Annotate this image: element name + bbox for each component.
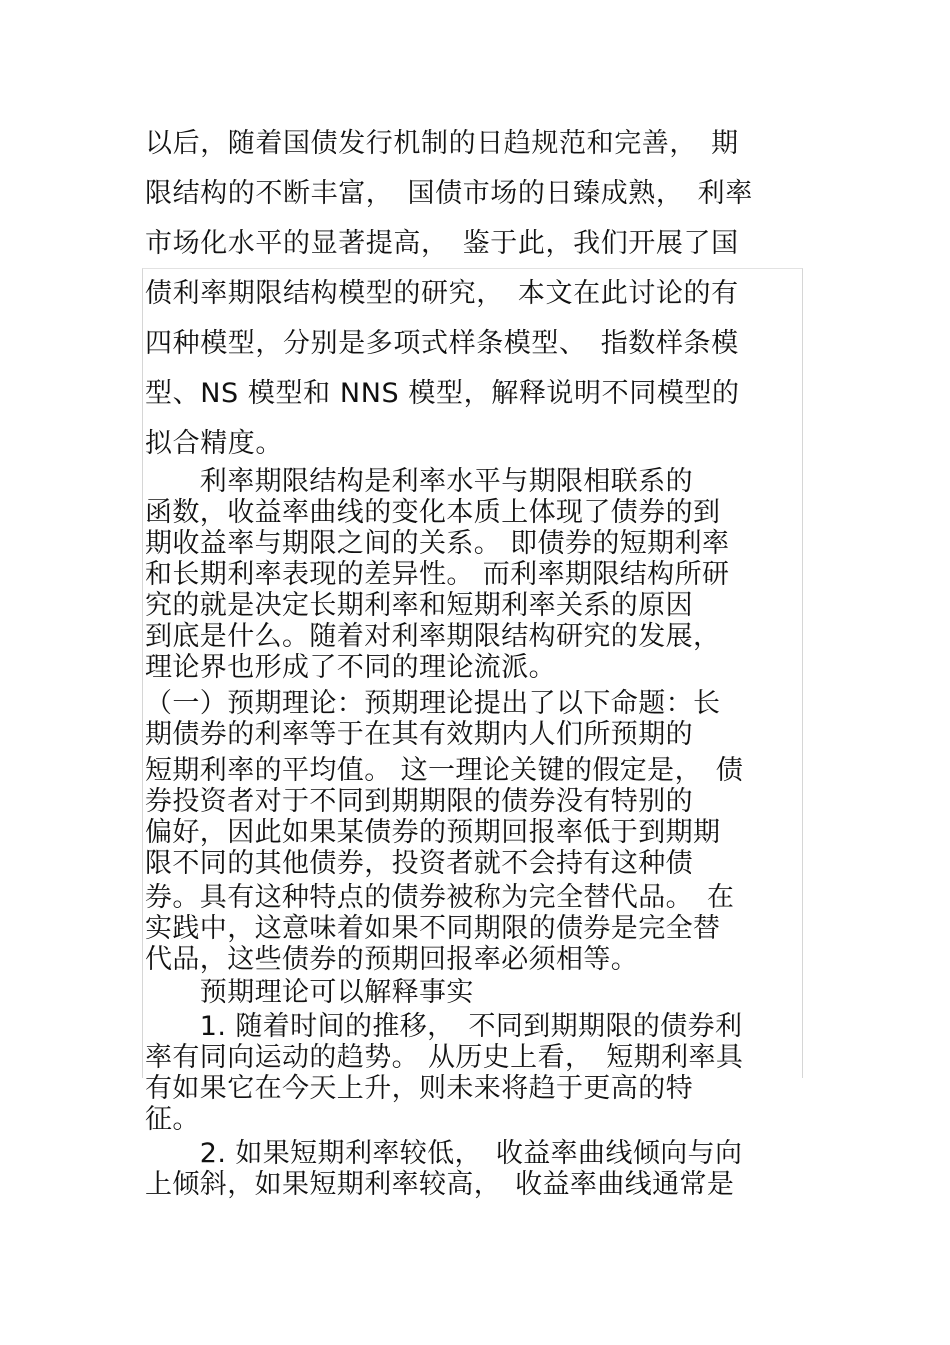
text-line: 期债券的利率等于在其有效期内人们所预期的 (145, 719, 693, 750)
text-line: 征。 (145, 1104, 200, 1135)
text-line: 究的就是决定长期利率和短期利率关系的原因 (145, 590, 693, 621)
text-line: 率有同向运动的趋势。 从历史上看， 短期利率具 (145, 1042, 744, 1073)
text-line: 券投资者对于不同到期期限的债券没有特别的 (145, 786, 693, 817)
text-line: 理论界也形成了不同的理论流派。 (145, 652, 556, 683)
text-line: 市场化水平的显著提高， 鉴于此，我们开展了国 (145, 228, 739, 259)
text-line: 2. 如果短期利率较低， 收益率曲线倾向与向 (145, 1138, 743, 1169)
text-line: 券。具有这种特点的债券被称为完全替代品。 在 (145, 882, 735, 913)
text-line: 函数，收益率曲线的变化本质上体现了债券的到 (145, 497, 721, 528)
text-line: 限不同的其他债券，投资者就不会持有这种债 (145, 848, 693, 879)
text-line: 偏好，因此如果某债券的预期回报率低于到期期 (145, 817, 721, 848)
text-line: 到底是什么。随着对利率期限结构研究的发展， (145, 621, 721, 652)
text-line: 代品，这些债券的预期回报率必须相等。 (145, 944, 639, 975)
text-line: 期收益率与期限之间的关系。 即债券的短期利率 (145, 528, 730, 559)
text-line: 以后，随着国债发行机制的日趋规范和完善， 期 (145, 128, 739, 159)
text-line: 四种模型，分别是多项式样条模型、 指数样条模 (145, 328, 739, 359)
text-line: 型、NS 模型和 NNS 模型，解释说明不同模型的 (145, 378, 740, 409)
text-line: 上倾斜，如果短期利率较高， 收益率曲线通常是 (145, 1169, 735, 1200)
text-line: 利率期限结构是利率水平与期限相联系的 (145, 466, 693, 497)
text-line: 短期利率的平均值。 这一理论关键的假定是， 债 (145, 755, 744, 786)
text-line: 有如果它在今天上升，则未来将趋于更高的特 (145, 1073, 693, 1104)
text-line: 预期理论可以解释事实 (145, 977, 474, 1008)
text-line: 1. 随着时间的推移， 不同到期期限的债券利 (145, 1011, 743, 1042)
text-line: 限结构的不断丰富， 国债市场的日臻成熟， 利率 (145, 178, 753, 209)
text-line: 实践中，这意味着如果不同期限的债券是完全替 (145, 913, 721, 944)
text-line: 和长期利率表现的差异性。 而利率期限结构所研 (145, 559, 730, 590)
text-line: （一）预期理论：预期理论提出了以下命题：长 (145, 688, 721, 719)
text-line: 债利率期限结构模型的研究， 本文在此讨论的有 (145, 278, 739, 309)
text-line: 拟合精度。 (145, 428, 283, 459)
